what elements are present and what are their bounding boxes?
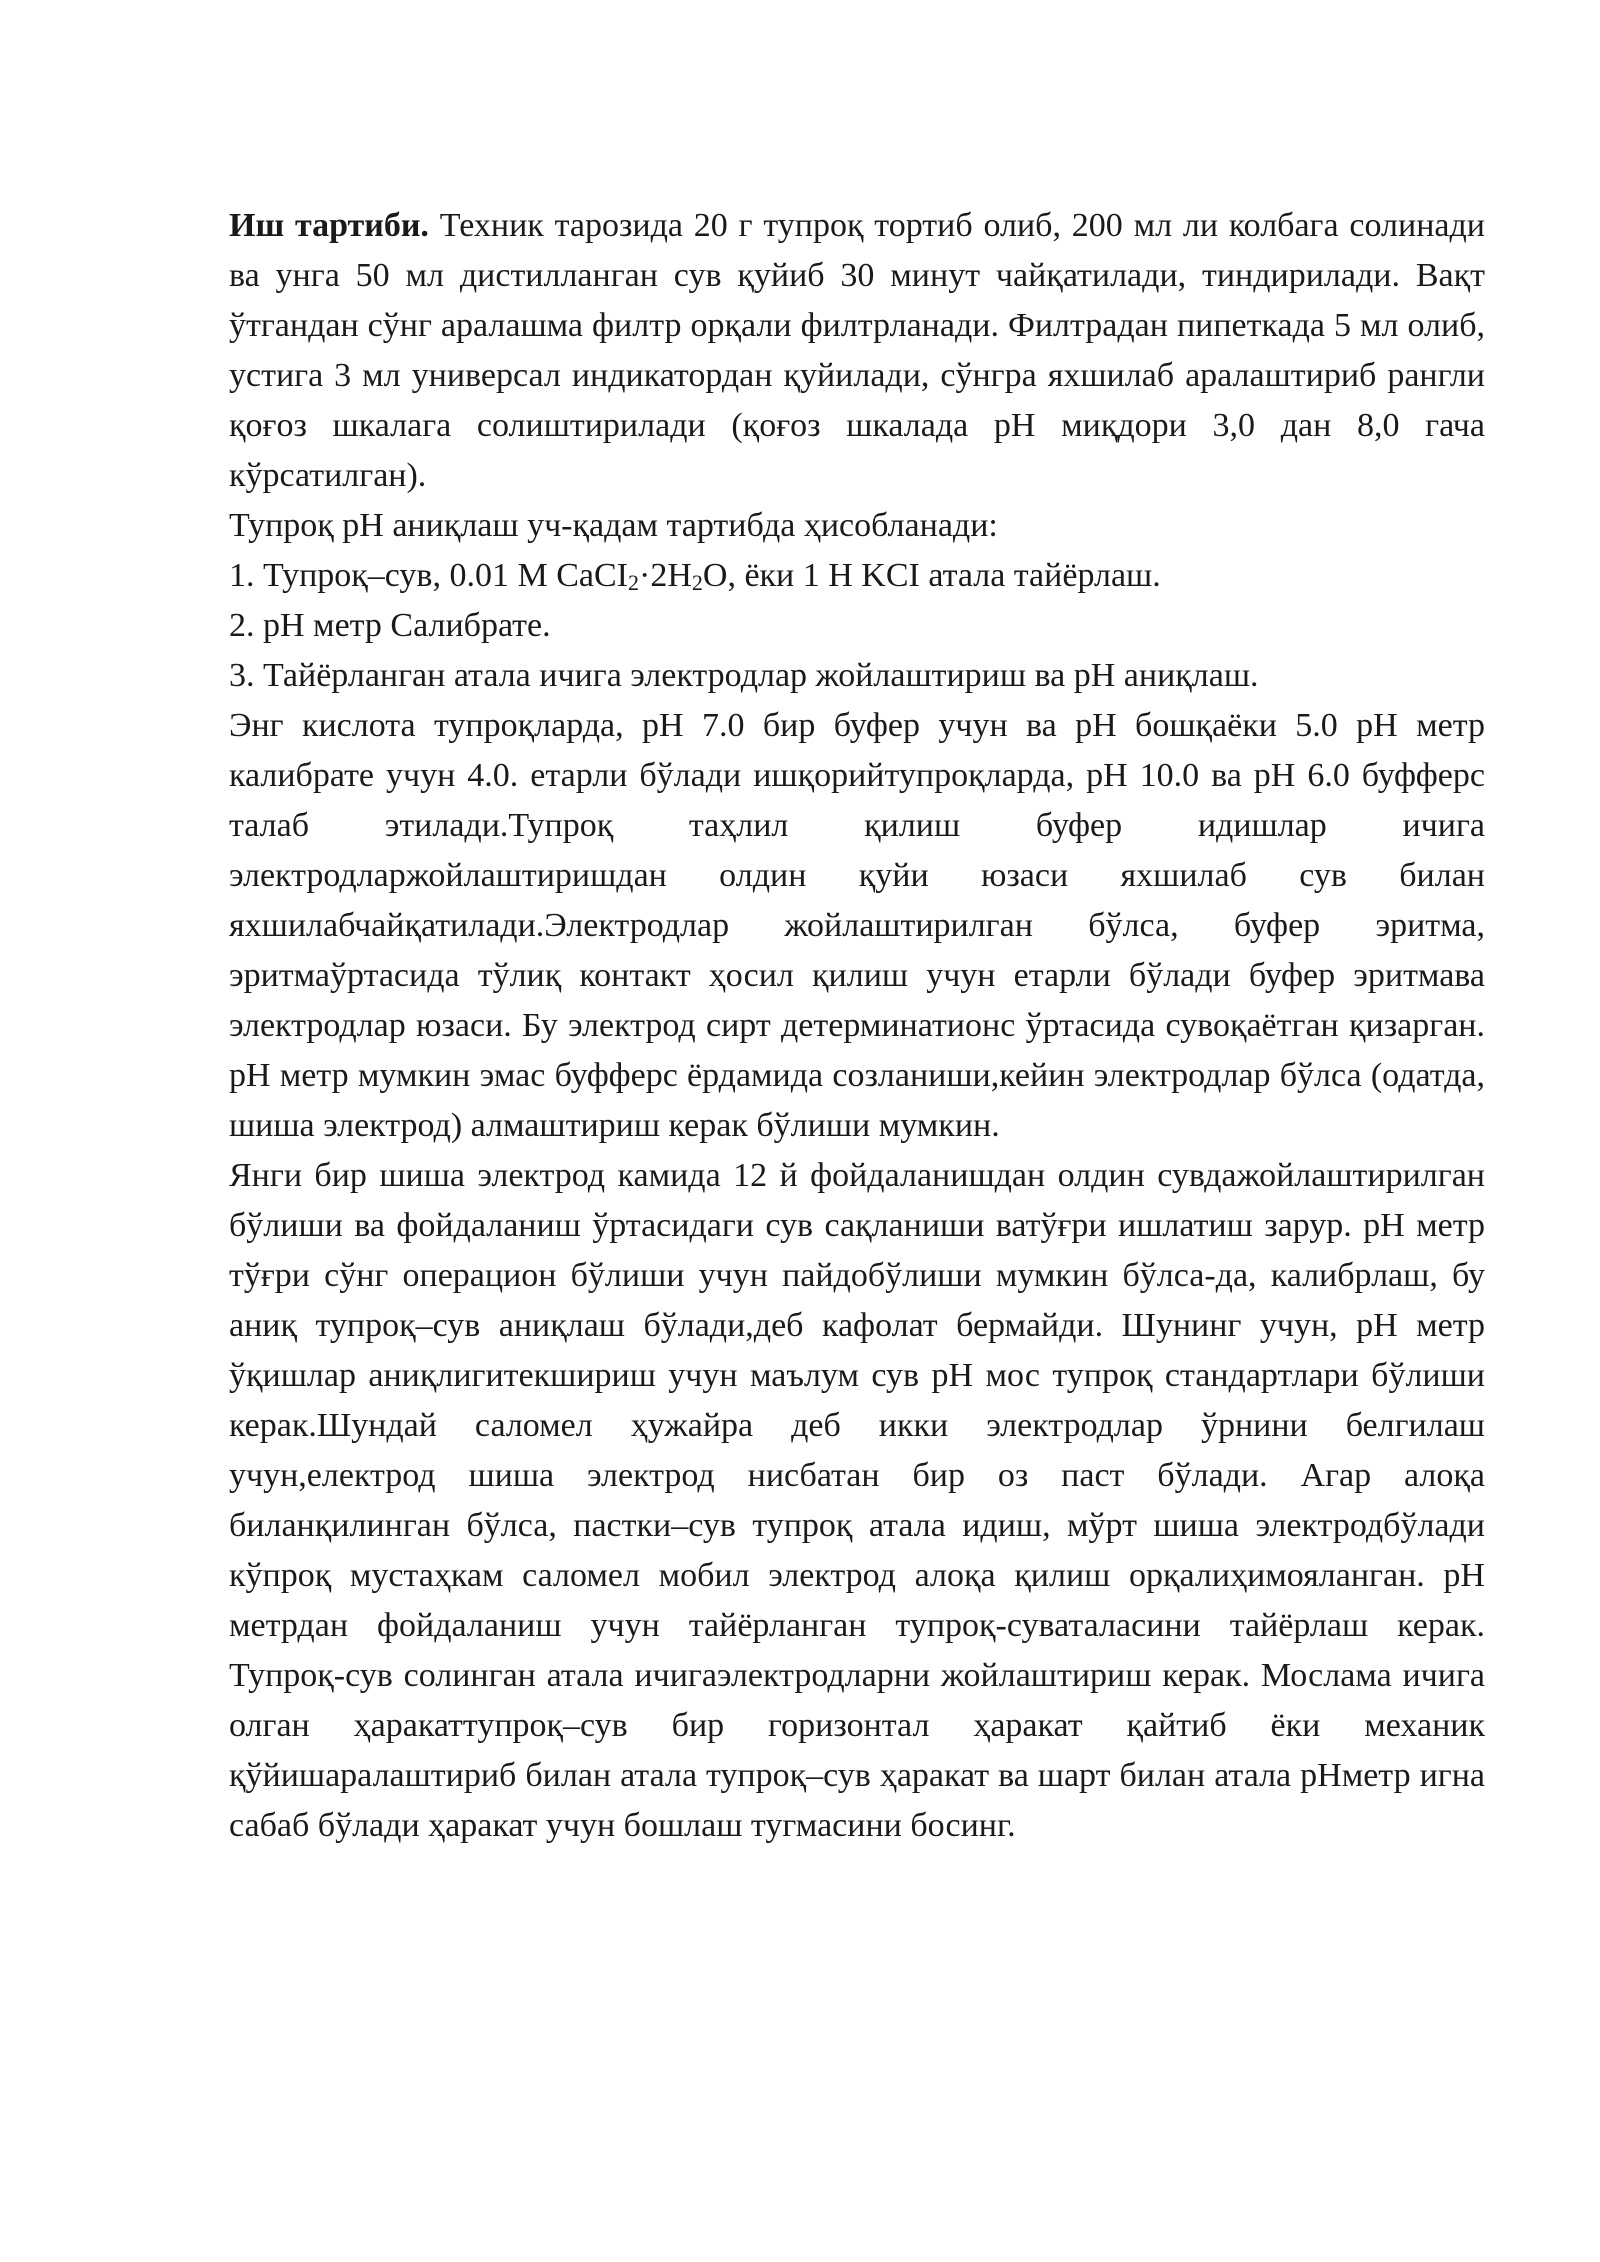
electrode-paragraph: Янги бир шиша электрод камида 12 й фойдаланишдан олдин сувдажойлаштирилган бўлиши ва фойдаланиш ўртасидаги сув сақланиши ватўғри ишлатиш зарур. pH метр тўғри сўнг операцион бўлиши учун пайдобўлиши мумкин бўлса-да, калибрлаш, бу аниқ тупроқ–сув аниқлаш бўлади,деб кафолат бермайди. Шунинг учун, pH метр ўқишлар аниқлигитекшириш учун маълум сув pH мос тупроқ стандартлари бўлиши керак.Шундай саломел ҳужайра деб икки электродлар ўрнини белгилаш учун,електрод шиша электрод нисбатан бир оз паст бўлади. Агар алоқа биланқилинган бўлса, пастки–сув тупроқ атала идиш, мўрт шиша электродбўлади кўпроқ мустаҳкам саломел мобил электрод алоқа қилиш орқалиҳимояланган. pH метрдан фойдаланиш учун тайёрланган тупроқ-суваталасини тайёрлаш керак. Тупроқ-сув солинган атала ичигаэлектродларни жойлаштириш керак. Мослама ичига олган ҳаракаттупроқ–сув бир горизонтал ҳаракат қайтиб ёки механик қўйишаралаштириб билан атала тупроқ–сув ҳаракат ва шарт билан атала pHметр игна сабаб бўлади ҳаракат учун бошлаш тугмасини босинг. xyxy=(229,1157,1485,1844)
step-1-subscript-2: 2 xyxy=(691,570,703,595)
step-1-subscript-1: 2 xyxy=(628,570,639,595)
buffer-paragraph: Энг кислота тупроқларда, pH 7.0 бир буфер учун ва pH бошқаёки 5.0 pH метр калибрате учун 4.0. етарли бўлади ишқорийтупроқларда, pH 10.0 ва pH 6.0 буфферс талаб этилади.Тупроқ таҳлил қилиш буфер идишлар ичига электродларжойлаштиришдан олдин қуйи юзаси яхшилаб сув билан яхшилабчайқатилади.Электродлар жойлаштирилган бўлса, буфер эритма, эритмаўртасида тўлиқ контакт ҳосил қилиш учун етарли бўлади буфер эритмава электродлар юзаси. Бу электрод сирт детерминатионс ўртасида сувоқаётган қизарган. pH метр мумкин эмас буфферс ёрдамида созланиши,кейин электродлар бўлса (одатда, шиша электрод) алмаштириш керак бўлиши мумкин. xyxy=(229,707,1485,1144)
step-1 xyxy=(229,551,1485,601)
document-body xyxy=(229,201,1485,1851)
step-1-text-middle: ·2H xyxy=(639,557,692,594)
step-3: 3. Тайёрланган атала ичига электродлар жойлаштириш ва pH аниқлаш. xyxy=(229,657,1259,694)
procedure-paragraph xyxy=(229,201,1485,501)
steps-intro: Тупроқ pH аниқлаш уч-қадам тартибда ҳисобланади: xyxy=(229,507,998,544)
procedure-text: Техник тарозида 20 г тупроқ тортиб олиб, 200 мл ли колбага солинади ва унга 50 мл дистилланган сув қуйиб 30 минут чайқатилади, тиндирилади. Вақт ўтгандан сўнг аралашма филтр орқали филтрланади. Филтрадан пипеткада 5 мл олиб, устига 3 мл универсал индикатордан қуйилади, сўнгра яхшилаб аралаштириб рангли қоғоз шкалага солиштирилади (қоғоз шкалада pH миқдори 3,0 дан 8,0 гача кўрсатилган). xyxy=(229,207,1485,494)
step-2: 2. pH метр Салибрате. xyxy=(229,607,551,644)
procedure-heading: Иш тартиби. xyxy=(229,207,429,244)
step-1-text-end: O, ёки 1 Н KCI атала тайёрлаш. xyxy=(702,557,1161,594)
step-1-text-start: 1. Тупроқ–сув, 0.01 M CaCI xyxy=(229,557,628,594)
